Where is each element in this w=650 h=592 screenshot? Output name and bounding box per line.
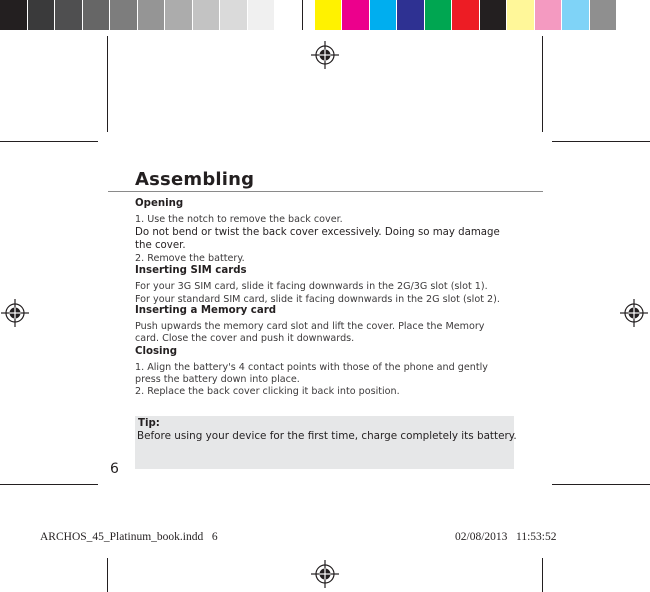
crop-mark-top-left-h xyxy=(0,141,98,142)
title-rule xyxy=(108,191,543,192)
sim-line-2: For your standard SIM card, slide it facing downwards in the 2G slot (slot 2). xyxy=(135,294,500,305)
sim-line-1: For your 3G SIM card, slide it facing downwards in the 2G/3G slot (slot 1). xyxy=(135,281,488,292)
magenta-swatch xyxy=(342,0,370,30)
opening-warning-line-2: the cover. xyxy=(135,240,186,251)
closing-step-1-line-2: press the battery down into place. xyxy=(135,374,300,385)
gray-swatch-11 xyxy=(275,0,303,30)
gray-swatch-10 xyxy=(248,0,276,30)
gray-swatch-6 xyxy=(138,0,166,30)
crop-mark-top-left-v xyxy=(107,36,108,132)
tip-text: Before using your device for the first time, charge completely its battery. xyxy=(137,430,517,442)
gray-swatch-4 xyxy=(83,0,111,30)
section-title: Assembling xyxy=(135,169,255,190)
gray-end-swatch xyxy=(590,0,618,30)
opening-heading: Opening xyxy=(135,198,184,209)
gray-swatch-3 xyxy=(55,0,83,30)
closing-heading: Closing xyxy=(135,346,178,357)
opening-step-1: 1. Use the notch to remove the back cover. xyxy=(135,214,343,225)
blue-swatch xyxy=(397,0,425,30)
yellow-swatch xyxy=(315,0,343,30)
gray-swatch-7 xyxy=(165,0,193,30)
opening-step-2: 2. Remove the battery. xyxy=(135,253,245,264)
crop-mark-top-right-v xyxy=(542,36,543,132)
color-bar-gap xyxy=(303,0,315,30)
gray-swatch-5 xyxy=(110,0,138,30)
gray-swatch-8 xyxy=(193,0,221,30)
pink-swatch xyxy=(535,0,563,30)
light-yellow-swatch xyxy=(507,0,535,30)
page-number: 6 xyxy=(110,461,119,477)
slug-filename: ARCHOS_45_Platinum_book.indd 6 xyxy=(40,531,218,543)
memory-line-1: Push upwards the memory card slot and lift the cover. Place the Memory xyxy=(135,321,485,332)
gray-swatch-1 xyxy=(0,0,28,30)
tip-box xyxy=(135,416,517,469)
closing-step-1-line-1: 1. Align the battery's 4 contact points with those of the phone and gently xyxy=(135,362,488,373)
tip-label: Tip: xyxy=(138,418,160,429)
crop-mark-bottom-right-h xyxy=(552,484,650,485)
red-swatch xyxy=(452,0,480,30)
registration-mark-bottom-icon xyxy=(310,559,340,589)
printer-color-bar xyxy=(0,0,650,30)
closing-step-2: 2. Replace the back cover clicking it back into position. xyxy=(135,386,400,397)
cyan-swatch xyxy=(370,0,398,30)
light-cyan-swatch xyxy=(562,0,590,30)
registration-mark-left-icon xyxy=(0,298,30,328)
crop-mark-top-right-h xyxy=(552,141,650,142)
black-swatch xyxy=(480,0,508,30)
memory-line-2: card. Close the cover and push it downwards. xyxy=(135,333,355,344)
crop-mark-bottom-right-v xyxy=(542,558,543,592)
sim-heading: Inserting SIM cards xyxy=(135,265,247,276)
crop-mark-bottom-left-v xyxy=(107,558,108,592)
gray-swatch-9 xyxy=(220,0,248,30)
memory-heading: Inserting a Memory card xyxy=(135,305,277,316)
registration-mark-right-icon xyxy=(619,298,649,328)
opening-warning-line-1: Do not bend or twist the back cover excessively. Doing so may damage xyxy=(135,227,500,238)
crop-mark-bottom-left-h xyxy=(0,484,98,485)
green-swatch xyxy=(425,0,453,30)
gray-swatch-2 xyxy=(28,0,56,30)
slug-datetime: 02/08/2013 11:53:52 xyxy=(455,531,557,543)
registration-mark-top-icon xyxy=(310,40,340,70)
